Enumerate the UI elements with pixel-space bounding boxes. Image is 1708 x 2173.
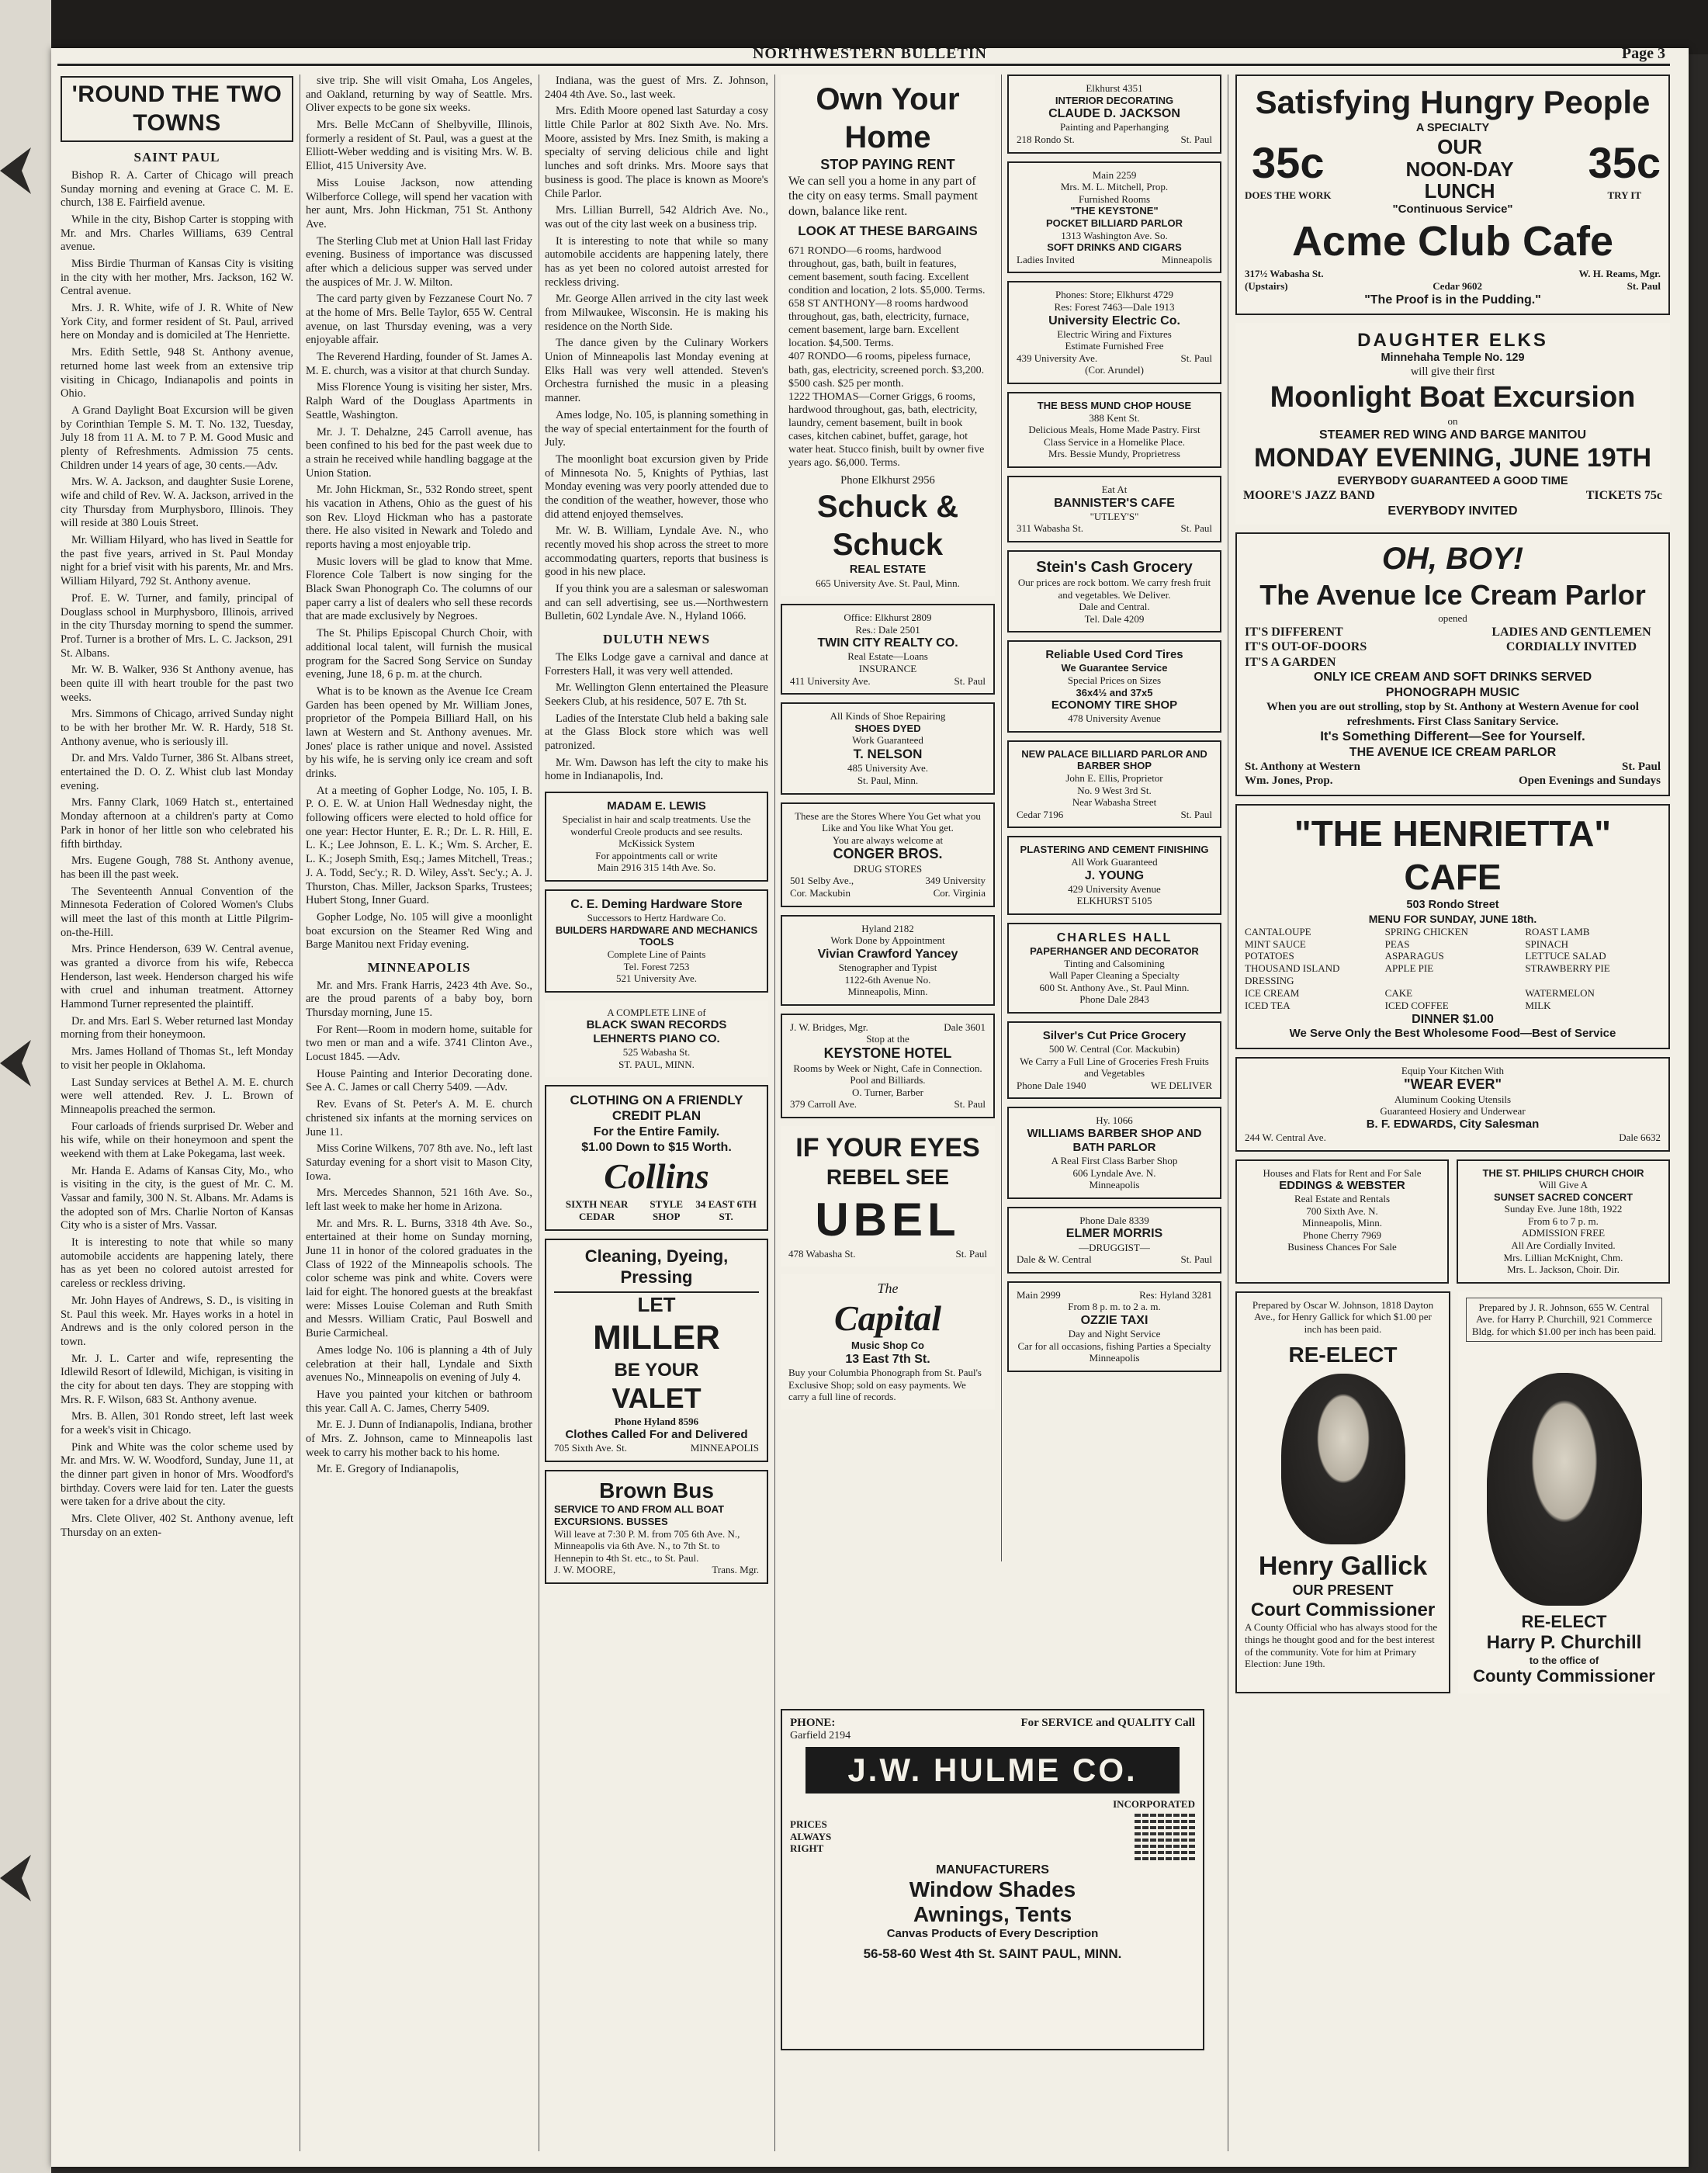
news-item: Four carloads of friends surprised Dr. Weber and his wife, while on their honeymoon and spent the weekend with them at Lake Pokegama, last week. bbox=[61, 1120, 293, 1160]
menu-item: THOUSAND ISLAND DRESSING bbox=[1245, 962, 1340, 987]
column-round-the-towns bbox=[61, 75, 293, 2154]
news-item: The Seventeenth Annual Convention of the Minnesota Federation of Colored Women's Clubs will meet the last of this month at Little Pilgrim-on-the-Hill. bbox=[61, 885, 293, 939]
binding-margin bbox=[0, 0, 51, 2173]
news-item: Mr. Wm. Dawson has left the city to make his home in Indianapolis, Ind. bbox=[545, 756, 768, 783]
menu-item: APPLE PIE bbox=[1384, 962, 1434, 975]
ad-bess-mund-chop-house: THE BESS MUND CHOP HOUSE 388 Kent St. Delicious Meals, Home Made Pastry. First Class Service in a Homelike Place. Mrs. Bessie Mundy, Proprietress bbox=[1007, 392, 1221, 468]
section-duluth: DULUTH NEWS bbox=[602, 632, 711, 647]
ad-madam-lewis: MADAM E. LEWIS Specialist in hair and scalp treatments. Use the wonderful Creole products and see results. McKissick System For appointments call or write Main 2916 315 14th Ave. So. bbox=[545, 792, 768, 882]
ad-henrietta-cafe: "THE HENRIETTA" CAFE 503 Rondo Street MENU FOR SUNDAY, JUNE 18th. CANTALOUPE SPRING CHICKEN ROAST LAMB MINT SAUCE PEAS SPINACH POTATOES ASPARAGUS LETTUCE SALAD THOUSAND ISLAND DRESSING APPLE PIE STRAWBERRY PIE ICE CREAM CAKE WATERMELON ICED TEA ICED COFFEE MILK DINNER $1.00 We Serve Only the Best Wholesome Food—Best of Service bbox=[1235, 804, 1670, 1049]
masthead: NORTHWESTERN BULLETIN bbox=[752, 45, 988, 62]
ad-daughter-elks: DAUGHTER ELKS Minnehaha Temple No. 129 will give their first Moonlight Boat Excursion on STEAMER RED WING AND BARGE MANITOU MONDAY EVENING, JUNE 19TH EVERYBODY GUARANTEED A GOOD TIME MOORE'S JAZZ BAND TICKETS 75c EVERYBODY INVITED bbox=[1235, 323, 1670, 525]
ad-henry-gallick: Prepared by Oscar W. Johnson, 1818 Dayton Ave., for Henry Gallick for which $1.00 per inch has been paid. RE-ELECT Henry Gallick OUR PRESENT Court Commissioner A County Official who has always stood for the things he thought good and for the best interest of the community. Vote for him at Primary Election: June 19th. bbox=[1235, 1291, 1450, 1693]
column-rule bbox=[774, 75, 775, 2151]
ad-ozzie-taxi: Main 2999 Res: Hyland 3281 From 8 p. m. to 2 a. m. OZZIE TAXI Day and Night Service Car for all occasions, fishing Parties a Specialty Minneapolis bbox=[1007, 1281, 1221, 1372]
ad-avenue-ice-cream: OH, BOY! The Avenue Ice Cream Parlor opened IT'S DIFFERENT IT'S OUT-OF-DOORS IT'S A GARDEN LADIES AND GENTLEMEN CORDIALLY INVITED ONLY ICE CREAM AND SOFT DRINKS SERVED PHONOGRAPH MUSIC When you are out strolling, stop by St. Anthony at Western Avenue for cool refreshments. First Class Sanitary Service. It's Something Different—See for Yourself. THE AVENUE ICE CREAM PARLOR St. Anthony at Western St. Paul Wm. Jones, Prop. Open Evenings and Sundays bbox=[1235, 532, 1670, 795]
menu-item: MINT SAUCE bbox=[1245, 937, 1306, 950]
news-item: Miss Florence Young is visiting her sister, Mrs. Ralph Ward of the Douglass Apartments in Seattle, Washington. bbox=[306, 381, 532, 421]
news-item: Mrs. Mercedes Shannon, 521 16th Ave. So., left last week to make her home in Arizona. bbox=[306, 1187, 532, 1213]
ad-deming-hardware: C. E. Deming Hardware Store Successors to Hertz Hardware Co. BUILDERS HARDWARE AND MECHANICS TOOLS Complete Line of Paints Tel. Forest 7253 521 University Ave. bbox=[545, 889, 768, 993]
column-news-3 bbox=[545, 75, 768, 2154]
news-item: sive trip. She will visit Omaha, Los Angeles, and Oakland, returning by way of Seattle. Mrs. Oliver expects to be gone six weeks. bbox=[306, 75, 532, 115]
ad-silvers-grocery: Silver's Cut Price Grocery 500 W. Central (Cor. Mackubin) We Carry a Full Line of Groceries Fresh Fruits and Vegetables Phone Dale 1940 WE DELIVER bbox=[1007, 1021, 1221, 1099]
collins-logo: Collins bbox=[604, 1156, 709, 1197]
ad-elmer-morris-druggist: Phone Dale 8339 ELMER MORRIS —DRUGGIST— Dale & W. Central St. Paul bbox=[1007, 1207, 1221, 1274]
news-item: The St. Philips Episcopal Church Choir, with additional local talent, will furnish the musical program for the Sacred Song Service on Sunday evening, June 18, 6 p. m. at the church. bbox=[306, 627, 532, 681]
news-item: Miss Corine Wilkens, 707 8th ave. No., left last Saturday evening for a short visit to Mason City, Iowa. bbox=[306, 1142, 532, 1183]
menu-list bbox=[1245, 926, 1661, 1012]
news-item: Mr. John Hayes of Andrews, S. D., is visiting in St. Paul this week. Mr. Hayes works in a hotel in Andrews and is the only colored person in the town. bbox=[61, 1294, 293, 1348]
menu-item: ICED TEA bbox=[1245, 999, 1291, 1011]
news-item: Mrs. W. A. Jackson, and daughter Susie Lorene, wife and child of Rev. W. A. Jackson, arrived in the city Thursday from Murphysboro, Illinois. They will reside at 380 Louis Street. bbox=[61, 476, 293, 530]
news-item: Music lovers will be glad to know that Mme. Florence Cole Talbert is now singing for the Black Swan Phonograph Co. The columns of our paper carry a list of dealers who sell these records that are made exclusively by Negroes. bbox=[306, 555, 532, 623]
ad-twin-city-realty: Office: Elkhurst 2809 Res.: Dale 2501 TWIN CITY REALTY CO. Real Estate—Loans INSURANCE 411 University Ave. St. Paul bbox=[781, 604, 995, 695]
news-item: Ames lodge, No. 105, is planning something in the way of special entertainment for the fourth of July. bbox=[545, 408, 768, 449]
ad-j-young-plastering: PLASTERING AND CEMENT FINISHING All Work Guaranteed J. YOUNG 429 University Avenue ELKHURST 5105 bbox=[1007, 836, 1221, 915]
news-item: House Painting and Interior Decorating done. See A. C. James or call Cherry 5409. —Adv. bbox=[306, 1067, 532, 1094]
ad-miller-valet: Cleaning, Dyeing, Pressing LET MILLER BE YOUR VALET Phone Hyland 8596 Clothes Called For and Delivered 705 Sixth Ave. St. MINNEAPOLIS bbox=[545, 1239, 768, 1462]
ad-bannisters-cafe: Eat At BANNISTER'S CAFE "UTLEY'S" 311 Wabasha St. St. Paul bbox=[1007, 476, 1221, 542]
news-item: Mrs. Lillian Burrell, 542 Aldrich Ave. No., was out of the city last week on a business trip. bbox=[545, 204, 768, 230]
menu-item: ROAST LAMB bbox=[1525, 925, 1590, 937]
hulme-logo: J.W. HULME CO. bbox=[805, 1747, 1180, 1794]
ad-acme-club-cafe: Satisfying Hungry People A SPECIALTY 35c DOES THE WORK OUR NOON-DAY LUNCH 35c TRY IT "Continuous Service" Acme Club Cafe 317½ Wabasha St. W. H. Reams, Mgr. (Upstairs) Cedar 9602 St. Paul "The Proof is in the Pudding." bbox=[1235, 75, 1670, 315]
ad-keystone-hotel: J. W. Bridges, Mgr. Dale 3601 Stop at the KEYSTONE HOTEL Rooms by Week or Night, Cafe in Connection. Pool and Billiards. O. Turner, Barber 379 Carroll Ave. St. Paul bbox=[781, 1014, 995, 1118]
news-item: For Rent—Room in modern home, suitable for two men or man and a wife. 3741 Clinton Ave., Locust 1845. —Adv. bbox=[306, 1023, 532, 1064]
ubel-logo: UBEL bbox=[815, 1193, 961, 1246]
ad-keystone-billiard: Main 2259 Mrs. M. L. Mitchell, Prop. Furnished Rooms "THE KEYSTONE" POCKET BILLIARD PARLOR 1313 Washington Ave. So. SOFT DRINKS AND CIGARS Ladies Invited Minneapolis bbox=[1007, 161, 1221, 274]
awning-illustration bbox=[1135, 1814, 1195, 1860]
ad-university-electric: Phones: Store; Elkhurst 4729 Res: Forest 7463—Dale 1913 University Electric Co. Electric Wiring and Fixtures Estimate Furnished Free 439 University Ave. St. Paul (Cor. Arundel) bbox=[1007, 281, 1221, 384]
news-item: Mrs. Clete Oliver, 402 St. Anthony avenue, left Thursday on an exten- bbox=[61, 1513, 293, 1539]
menu-item: MILK bbox=[1525, 999, 1551, 1011]
news-item: Dr. and Mrs. Valdo Turner, 386 St. Albans street, entertained the D. O. Z. Whist club last Monday evening. bbox=[61, 752, 293, 792]
menu-item: CAKE bbox=[1384, 987, 1413, 999]
ad-collins-style-shop: CLOTHING ON A FRIENDLY CREDIT PLAN For the Entire Family. $1.00 Down to $15 Worth. Collins SIXTH NEAR CEDAR STYLE SHOP 34 EAST 6TH ST. bbox=[545, 1085, 768, 1231]
news-item: What is to be known as the Avenue Ice Cream Garden has been opened by Mr. William Jones, proprietor of the Pompeia Billiard Hall, on his lawn at Western and St. Anthony avenues. Mr. Jones' place is rather unique and novel. Assisted by his wife, he is serving only ice cream and soft drinks. bbox=[306, 684, 532, 780]
news-item: Miss Birdie Thurman of Kansas City is visiting in the city with her mother, Mrs. Jackson, 162 W. Central avenue. bbox=[61, 258, 293, 298]
ad-harry-churchill: Prepared by J. R. Johnson, 655 W. Central Ave. for Harry P. Churchill, 921 Commerce Bldg. for which $1.00 per inch has been paid. RE-ELECT Harry P. Churchill to the office of County Commissioner bbox=[1458, 1291, 1670, 1693]
news-item: Last Sunday services at Bethel A. M. E. church were well attended. Rev. J. L. Brown of Minneapolis preached the sermon. bbox=[61, 1076, 293, 1116]
ad-lehnerts-piano: A COMPLETE LINE of BLACK SWAN RECORDS LEHNERTS PIANO CO. 525 Wabasha St. ST. PAUL, MINN. bbox=[545, 1000, 768, 1077]
menu-item: SPINACH bbox=[1525, 937, 1568, 950]
news-item: Mr. J. T. Dehalzne, 245 Carroll avenue, has been confined to his bed for the past week due to a strain he received while handling baggage at the Union Station. bbox=[306, 425, 532, 480]
ad-wear-ever: Equip Your Kitchen With "WEAR EVER" Aluminum Cooking Utensils Guaranteed Hosiery and Underwear B. F. EDWARDS, City Salesman 244 W. Central Ave. Dale 6632 bbox=[1235, 1057, 1670, 1152]
ad-new-palace-billiard: NEW PALACE BILLIARD PARLOR AND BARBER SHOP John E. Ellis, Proprietor No. 9 West 3rd St. Near Wabasha Street Cedar 7196 St. Paul bbox=[1007, 740, 1221, 829]
menu-item: ASPARAGUS bbox=[1384, 950, 1444, 962]
ad-claude-jackson: Elkhurst 4351 INTERIOR DECORATING CLAUDE D. JACKSON Painting and Paperhanging 218 Rondo St. St. Paul bbox=[1007, 75, 1221, 154]
news-item: Mr. George Allen arrived in the city last week from Milwaukee, Wisconsin. He is making his residence on the North Side. bbox=[545, 293, 768, 333]
news-item: Mr. E. Gregory of Indianapolis, bbox=[317, 1463, 459, 1476]
menu-item: PEAS bbox=[1384, 937, 1410, 950]
news-item: Gopher Lodge, No. 105 will give a moonlight boat excursion on the Steamer Red Wing and Barge Manitou next Friday evening. bbox=[306, 910, 532, 951]
news-item: Mr. John Hickman, Sr., 532 Rondo street, spent his vacation in Athens, Ohio as the guest of his son Rev. Lloyd Hickman who has a pastorate there. He also visited in Newark and Toledo and reports having a most enjoyable trip. bbox=[306, 483, 532, 551]
column-ads-6 bbox=[1235, 75, 1670, 2154]
news-item: A Grand Daylight Boat Excursion will be given by Corinthian Temple S. M. T. No. 132, Tuesday, July 18 from 11 A. M. to 7 P. M. Good Music and plenty of Refreshments. Admission 75 cents. Children under 14 years of age, 30 cents.—Adv. bbox=[61, 404, 293, 472]
news-item: Mr. and Mrs. R. L. Burns, 3318 4th Ave. So., entertained at their home on Sunday morning, June 11 in honor of the colored graduates in the Class of 1922 of the Minneapolis schools. The color scheme was pink and white. Covers were laid for eight. The honored guests at the breakfast were: Misses Louise Coleman and Ruth Smith and Messrs. William Cratic, Paul Boswell and Burie Carmicheal. bbox=[306, 1217, 532, 1340]
news-item: Mr. William Hilyard, who has lived in Seattle for the past five years, arrived in St. Paul Monday night for a brief visit with his parents, Mr. and Mrs. William Hilyard, 792 St. Anthony avenue. bbox=[61, 534, 293, 588]
ad-brown-bus: Brown Bus SERVICE TO AND FROM ALL BOAT EXCURSIONS. BUSSES Will leave at 7:30 P. M. from 705 6th Ave. N., Minneapolis via 6th Ave. N., to 7th St. to Hennepin to 4th St. etc., to St. Paul. J. W. MOORE, Trans. Mgr. bbox=[545, 1470, 768, 1584]
news-item: Ladies of the Interstate Club held a baking sale at the Glass Block store which was well patronized. bbox=[545, 712, 768, 752]
news-item: The moonlight boat excursion given by Pride of Minnesota No. 5, Knights of Pythias, last Monday evening was very poorly attended due to the condition of the weather, however, those who did attend enjoyed themselves. bbox=[545, 452, 768, 521]
ad-eddings-webster: Houses and Flats for Rent and For Sale EDDINGS & WEBSTER Real Estate and Rentals 700 Sixth Ave. N. Minneapolis, Minn. Phone Cherry 7969 Business Chances For Sale bbox=[1235, 1159, 1449, 1284]
column-news-2 bbox=[306, 75, 532, 2154]
news-item: The Reverend Harding, founder of St. James A. M. E. church, was a visitor at that church Sunday. bbox=[306, 351, 532, 377]
news-item: Have you painted your kitchen or bathroom this year. Call A. C. James, Cherry 5409. bbox=[306, 1388, 532, 1415]
section-minneapolis: MINNEAPOLIS bbox=[367, 959, 471, 975]
column-ads-5 bbox=[1007, 75, 1221, 1534]
news-item: Indiana, was the guest of Mrs. Z. Johnson, 2404 4th Ave. So., last week. bbox=[545, 75, 768, 101]
news-item: While in the city, Bishop Carter is stopping with Mr. and Mrs. Charles Williams, 639 Central avenue. bbox=[61, 213, 293, 254]
news-item: The dance given by the Culinary Workers Union of Minneapolis last Monday evening at Elks Hall was very well attended. Steven's Orchestra furnished the music in a pleasing manner. bbox=[545, 337, 768, 405]
news-item: Miss Louise Jackson, now attending Wilberforce College, will spend her vacation with her aunt, Mrs. John Hickman, 751 St. Anthony Ave. bbox=[306, 176, 532, 230]
news-item: Mr. W. B. Walker, 936 St Anthony avenue, has been quite ill with heart trouble for the past two weeks. bbox=[61, 664, 293, 704]
news-item: The Elks Lodge gave a carnival and dance at Forresters Hall, it was very well attended. bbox=[545, 650, 768, 678]
news-item: Mrs. Fanny Clark, 1069 Hatch st., entertained Monday afternoon at a children's party at Como Park in honor of her little son who celebrated his fifth birthday. bbox=[61, 796, 293, 851]
news-item: Rev. Evans of St. Peter's A. M. E. church christened six infants at the morning services on June 11. bbox=[306, 1098, 532, 1138]
ad-capital-music: The Capital Music Shop Co 13 East 7th St. Buy your Columbia Phonograph from St. Paul's Exclusive Shop; sold on easy payments. We carry a full line of records. bbox=[781, 1274, 995, 1409]
news-item: If you think you are a salesman or saleswoman and can sell advertising, see us.—Northwestern Bulletin, 602 Lyndale Ave. N., Hyland 1066. bbox=[545, 583, 768, 623]
news-item: Ames lodge No. 106 is planning a 4th of July celebration at their hall, Lyndale and Sixth avenues No., Minneapolis on evening of July 4. bbox=[306, 1343, 532, 1385]
news-item: Mr. W. B. William, Lyndale Ave. N., who recently moved his shop across the street to more accommodating quarters, reports that business is good in his new place. bbox=[545, 525, 768, 579]
ad-steins-cash-grocery: Stein's Cash Grocery Our prices are rock bottom. We carry fresh fruit and vegetables. We Deliver. Dale and Central. Tel. Dale 4209 bbox=[1007, 550, 1221, 632]
ad-jw-hulme-co: PHONE: For SERVICE and QUALITY Call Garfield 2194 J.W. HULME CO. INCORPORATED PRICES ALWAYS RIGHT MANUFACTURERS Window Shades Awnings, Tents Canvas Products of Every Description 56-58-60 West 4th St. SAINT PAUL, MINN. bbox=[781, 1709, 1204, 2050]
ad-conger-bros: These are the Stores Where You Get what you Like and You like What You get. You are always welcome at CONGER BROS. DRUG STORES 501 Selby Ave., 349 University Cor. Mackubin Cor. Virginia bbox=[781, 802, 995, 907]
ad-williams-barber: Hy. 1066 WILLIAMS BARBER SHOP AND BATH PARLOR A Real First Class Barber Shop 606 Lyndale Ave. N. Minneapolis bbox=[1007, 1107, 1221, 1198]
header-rule bbox=[57, 64, 1670, 66]
news-item: Mr. Wellington Glenn entertained the Pleasure Seekers Club, at his residence, 507 E. 7th St. bbox=[545, 681, 768, 708]
capital-logo: Capital bbox=[833, 1298, 942, 1339]
column-rule bbox=[1001, 75, 1002, 1561]
news-item: Mr. J. L. Carter and wife, representing the Idlewild Resort of Idlewild, Michigan, is visiting in the city for about ten days. They are stopping with Mrs. R. F. Wilson, 683 St. Anthony avenue. bbox=[61, 1352, 293, 1406]
news-item: Mrs. Eugene Gough, 788 St. Anthony avenue, has been ill the past week. bbox=[61, 854, 293, 881]
section-title: 'ROUND THE TWO TOWNS bbox=[61, 76, 293, 142]
news-item: Dr. and Mrs. Earl S. Weber returned last Monday morning from their honeymoon. bbox=[61, 1014, 293, 1041]
news-item: Mrs. Simmons of Chicago, arrived Sunday night to be with her brother Mr. W. R. Hardy, 518 St. Anthony avenue, who is seriously ill. bbox=[61, 708, 293, 748]
news-item: Pink and White was the color scheme used by Mr. and Mrs. W. W. Woodford, Sunday, June 11, at the dinner part given in honor of Mrs. Woodford's birthday. Covers were laid for ten. Later the guests were taken for a drive about the city. bbox=[61, 1440, 293, 1509]
news-item: Prof. E. W. Turner, and family, principal of Douglass school in Murphysboro, Illinois, arrived in the city Thursday morning to spend the summer. Prof. Turner is a brother of Mrs. L. C. Jackson, 291 St. Albans. bbox=[61, 591, 293, 660]
news-item: Mrs. Belle McCann of Shelbyville, Illinois, formerly a resident of St. Paul, was a guest at the Elliott-Weber wedding and is visiting Mrs. W. B. Elliot, 415 University Ave. bbox=[306, 119, 532, 173]
news-item: Mrs. J. R. White, wife of J. R. White of New York City, and former resident of St. Paul, arrived here on Monday and is domiciled at The Henriette. bbox=[61, 302, 293, 342]
news-item: The Sterling Club met at Union Hall last Friday evening. Business of importance was discussed after which a delicious supper was served under the auspices of Mr. J. W. Milton. bbox=[306, 234, 532, 289]
news-item: Mrs. Edith Moore opened last Saturday a cosy little Chile Parlor at 802 Sixth Ave. No. Mrs. Moore, assisted by Mrs. Inez Smith, is making a specialty of serving delicious chile and light lunches and soft drinks. Mrs. Moore says that business is good. The place is known as Moore's Chile Parlor. bbox=[545, 105, 768, 200]
portrait-harry-churchill bbox=[1487, 1373, 1642, 1606]
newspaper-page bbox=[51, 45, 1689, 2167]
section-saint-paul: SAINT PAUL bbox=[133, 150, 220, 165]
menu-item: POTATOES bbox=[1245, 950, 1294, 962]
news-item: It is interesting to note that while so many automobile accidents are happening lately, there has as yet been no colored autoist arrested for reckless driving. bbox=[545, 234, 768, 289]
news-item: The card party given by Fezzanese Court No. 7 at the home of Mrs. Belle Taylor, 655 W. Central avenue, on last Thursday evening, was a very enjoyable affair. bbox=[306, 293, 532, 347]
menu-item: LETTUCE SALAD bbox=[1525, 950, 1606, 962]
ad-ubel-optical: IF YOUR EYES REBEL SEE UBEL 478 Wabasha St. St. Paul bbox=[781, 1126, 995, 1267]
news-item: Bishop R. A. Carter of Chicago will preach Sunday morning and evening at Grace C. M. E. church, 138 E. Fairfield avenue. bbox=[61, 168, 293, 210]
menu-item: ICED COFFEE bbox=[1384, 999, 1449, 1011]
news-item: Mrs. Prince Henderson, 639 W. Central avenue, was granted a divorce from his wife, Rebecca Henderson, last week. Henderson charged his wife with cruel and inhuman treatment. Attorney Hammond Turner represented the plaintiff. bbox=[61, 943, 293, 1011]
news-item: Mr. E. J. Dunn of Indianapolis, Indiana, brother of Mrs. Z. Johnson, came to Minneapolis last week to carry his mother back to his home. bbox=[306, 1419, 532, 1459]
news-item: Mrs. Edith Settle, 948 St. Anthony avenue, returned home last week from an extensive trip visiting in Chicago, Indianapolis and points in Ohio. bbox=[61, 346, 293, 400]
page-number: Page 3 bbox=[1621, 45, 1665, 62]
news-item: Mrs. James Holland of Thomas St., left Monday to visit her people in Oklahoma. bbox=[61, 1045, 293, 1072]
news-item: At a meeting of Gopher Lodge, No. 105, I. B. P. O. E. W. at Union Hall Wednesday night, the following officers were elected to hold office for one year: Hector Hunter, E. R.; Dr. L. R. Hill, E. L. K.; Lee Johnson, E. L. K.; Wm. S. Archer, E. L. K.; Joseph Smith, Esq.; James Mitchell, Treas.; J. A. Todd, Sec'y.; R. D. Wiley, Ass't. Sec'y.; A. J. Thurston, Chas. Miller, Jackson Sparks, Trustees; Hubert Stong, Inner Guard. bbox=[306, 784, 532, 907]
menu-item: WATERMELON bbox=[1525, 987, 1595, 999]
news-item: It is interesting to note that while so many automobile accidents are happening lately, there has as yet been no colored autoist arrested for careless or reckless driving. bbox=[61, 1236, 293, 1291]
news-item: Mr. and Mrs. Frank Harris, 2423 4th Ave. So., are the proud parents of a baby boy, born Thursday morning, June 15. bbox=[306, 979, 532, 1020]
menu-item: ICE CREAM bbox=[1245, 987, 1300, 999]
news-item: Mr. Handa E. Adams of Kansas City, Mo., who is visiting in the city, is the guest of Mr. C. M. Vassar and family, 300 N. St. Albans. Mr. Adams is the adopted son of Mrs. Charlie Norton of Kansas City who is a sister of Mrs. Vassar. bbox=[61, 1164, 293, 1232]
ad-nelson-shoes: All Kinds of Shoe Repairing SHOES DYED Work Guaranteed T. NELSON 485 University Ave. St. Paul, Minn. bbox=[781, 702, 995, 794]
news-item: Mrs. B. Allen, 301 Rondo street, left last week for a week's visit in Chicago. bbox=[61, 1410, 293, 1437]
menu-item: STRAWBERRY PIE bbox=[1525, 962, 1610, 975]
menu-item: CANTALOUPE bbox=[1245, 925, 1311, 937]
ad-st-philips-choir: THE ST. PHILIPS CHURCH CHOIR Will Give A SUNSET SACRED CONCERT Sunday Eve. June 18th, 1922 From 6 to 7 p. m. ADMISSION FREE All Are Cordially Invited. Mrs. Lillian McKnight, Chm. Mrs. L. Jackson, Choir. Dir. bbox=[1457, 1159, 1670, 1284]
ad-charles-hall: CHARLES HALL PAPERHANGER AND DECORATOR Tinting and Calsomining Wall Paper Cleaning a Specialty 600 St. Anthony Ave., St. Paul Minn. Phone Dale 2843 bbox=[1007, 923, 1221, 1014]
ad-yancey-stenographer: Hyland 2182 Work Done by Appointment Vivian Crawford Yancey Stenographer and Typist 1122-6th Avenue No. Minneapolis, Minn. bbox=[781, 915, 995, 1006]
ad-own-your-home: Own Your Home STOP PAYING RENT We can sell you a home in any part of the city on easy terms. Small payment down, balance like rent. LOOK AT THESE BARGAINS 671 RONDO—6 rooms, hardwood throughout, gas, bath, built in features, cement basement, south facing. Excellent condition and location, 2 lots. $5,000. Terms. 658 ST ANTHONY—8 rooms hardwood throughout, gas, bath, electricity, furnace, cement basement, large barn. Excellent location. $4,500. Terms. 407 RONDO—6 rooms, pipeless furnace, bath, gas, electricity, screened porch. $3,200. $500 cash. $25 per month. 1222 THOMAS—Corner Griggs, 6 rooms, hardwood throughout, gas, bath, electricity, laundry, cement basement, built in book cases, kitchen cabinet, buffet, garage, hot water heat. Stucco finish, built by owner five years ago. $6,000. Terms. Phone Elkhurst 2956 Schuck & Schuck REAL ESTATE 665 University Ave. St. Paul, Minn. bbox=[781, 75, 995, 596]
portrait-henry-gallick bbox=[1281, 1374, 1405, 1544]
menu-item: SPRING CHICKEN bbox=[1384, 925, 1468, 937]
ad-economy-tire-shop: Reliable Used Cord Tires We Guarantee Service Special Prices on Sizes 36x4½ and 37x5 ECONOMY TIRE SHOP 478 University Avenue bbox=[1007, 640, 1221, 732]
